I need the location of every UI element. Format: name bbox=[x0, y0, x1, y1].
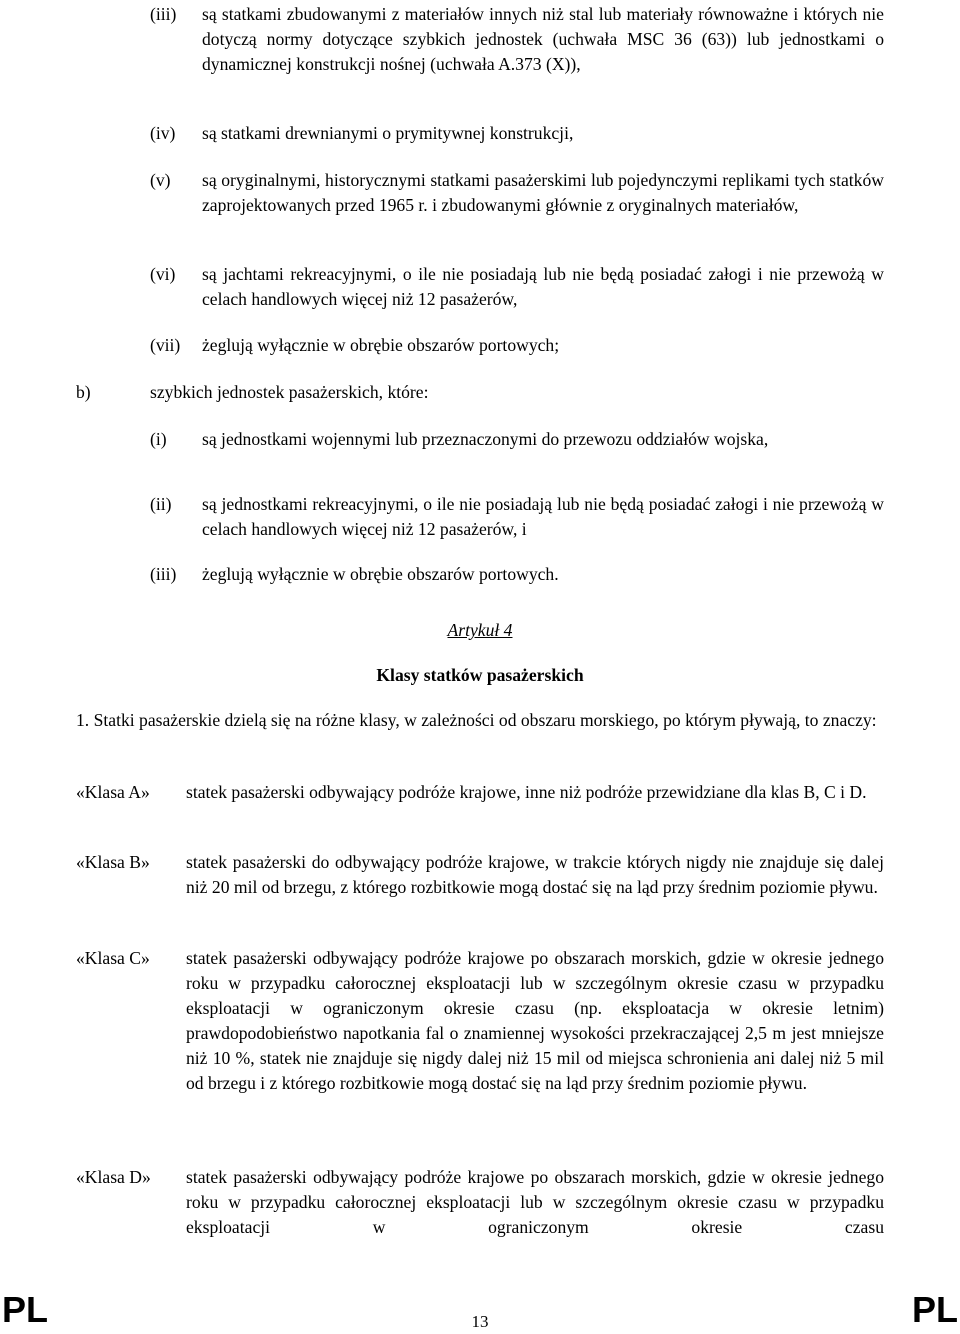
item-text: są jednostkami wojennymi lub przeznaczonymi do przewozu oddziałów wojska, bbox=[202, 429, 769, 449]
class-label: «Klasa B» bbox=[76, 852, 150, 872]
item-text: są statkami drewnianymi o prymitywnej konstrukcji, bbox=[202, 123, 574, 143]
class-label: «Klasa A» bbox=[76, 782, 150, 802]
item-number: (ii) bbox=[150, 494, 172, 514]
class-text: statek pasażerski do odbywający podróże krajowe, w trakcie których nigdy nie znajduje się dalej niż 20 mil od brzegu, z którego rozbitkowie mogą dostać się na ląd przy średnim poziomie pływu. bbox=[186, 852, 884, 897]
item-number: (iii) bbox=[150, 4, 177, 24]
item-number: (vii) bbox=[150, 335, 181, 355]
item-number: (iii) bbox=[150, 564, 177, 584]
class-label: «Klasa C» bbox=[76, 948, 150, 968]
class-text: statek pasażerski odbywający podróże krajowe po obszarach morskich, gdzie w okresie jednego roku w przypadku całorocznej eksploatacji lub w szczególnym okresie czasu w przypadku eksploatacji w ograniczonym okresie czasu (np. eksploatacja w okresie letnim) prawdopodobieństwo napotkania fal o znamiennej wysokości przekraczającej 2,5 m jest mniejsze niż 10 %, statek nie znajduje się nigdy dalej niż 15 mil od miejsca schronienia ani dalej niż 5 mil od brzegu i z którego rozbitkowie mogą dostać się na ląd przy średnim poziomie pływu. bbox=[186, 948, 884, 1093]
class-label: «Klasa D» bbox=[76, 1167, 151, 1187]
footer-language-right: PL bbox=[911, 1289, 958, 1330]
item-text: są oryginalnymi, historycznymi statkami pasażerskimi lub pojedynczymi replikami tych statków zaprojektowanych przed 1965 r. i zbudowanymi głównie z oryginalnych materiałów, bbox=[202, 170, 884, 215]
item-number: (v) bbox=[150, 170, 171, 190]
item-text: są statkami zbudowanymi z materiałów innych niż stal lub materiały równoważne i których nie dotyczą normy dotyczące szybkich jednostek (uchwała MSC 36 (63)) lub jednostkami o dynamicznej konstrukcji nośnej (uchwała A.373 (X)), bbox=[202, 4, 884, 74]
article-subtitle: Klasy statków pasażerskich bbox=[376, 665, 584, 685]
class-text: statek pasażerski odbywający podróże krajowe, inne niż podróże przewidziane dla klas B, C i D. bbox=[186, 782, 867, 802]
footer-language-left: PL bbox=[2, 1289, 49, 1330]
item-text: żeglują wyłącznie w obrębie obszarów portowych. bbox=[202, 564, 559, 584]
item-number: (vi) bbox=[150, 264, 176, 284]
item-text: są jednostkami rekreacyjnymi, o ile nie posiadają lub nie będą posiadać załogi i nie przewożą w celach handlowych więcej niż 12 pasażerów, i bbox=[202, 494, 884, 539]
article-title: Artykuł 4 bbox=[447, 620, 513, 640]
class-text: statek pasażerski odbywający podróże krajowe po obszarach morskich, gdzie w okresie jednego roku w przypadku całorocznej eksploatacji lub w szczególnym okresie czasu w przypadku eksploatacji w ograniczonym okresie czasu bbox=[186, 1167, 884, 1237]
item-text: są jachtami rekreacyjnymi, o ile nie posiadają lub nie będą posiadać załogi i nie przewożą w celach handlowych więcej niż 12 pasażerów, bbox=[202, 264, 884, 309]
page-number: 13 bbox=[471, 1312, 489, 1331]
item-number: (i) bbox=[150, 429, 167, 449]
section-label: b) bbox=[76, 382, 91, 402]
item-text: żeglują wyłącznie w obrębie obszarów portowych; bbox=[202, 335, 560, 355]
section-intro: szybkich jednostek pasażerskich, które: bbox=[150, 382, 429, 402]
item-number: (iv) bbox=[150, 123, 176, 143]
article-paragraph-1: 1. Statki pasażerskie dzielą się na różne klasy, w zależności od obszaru morskiego, po którym pływają, to znaczy: bbox=[76, 710, 877, 730]
